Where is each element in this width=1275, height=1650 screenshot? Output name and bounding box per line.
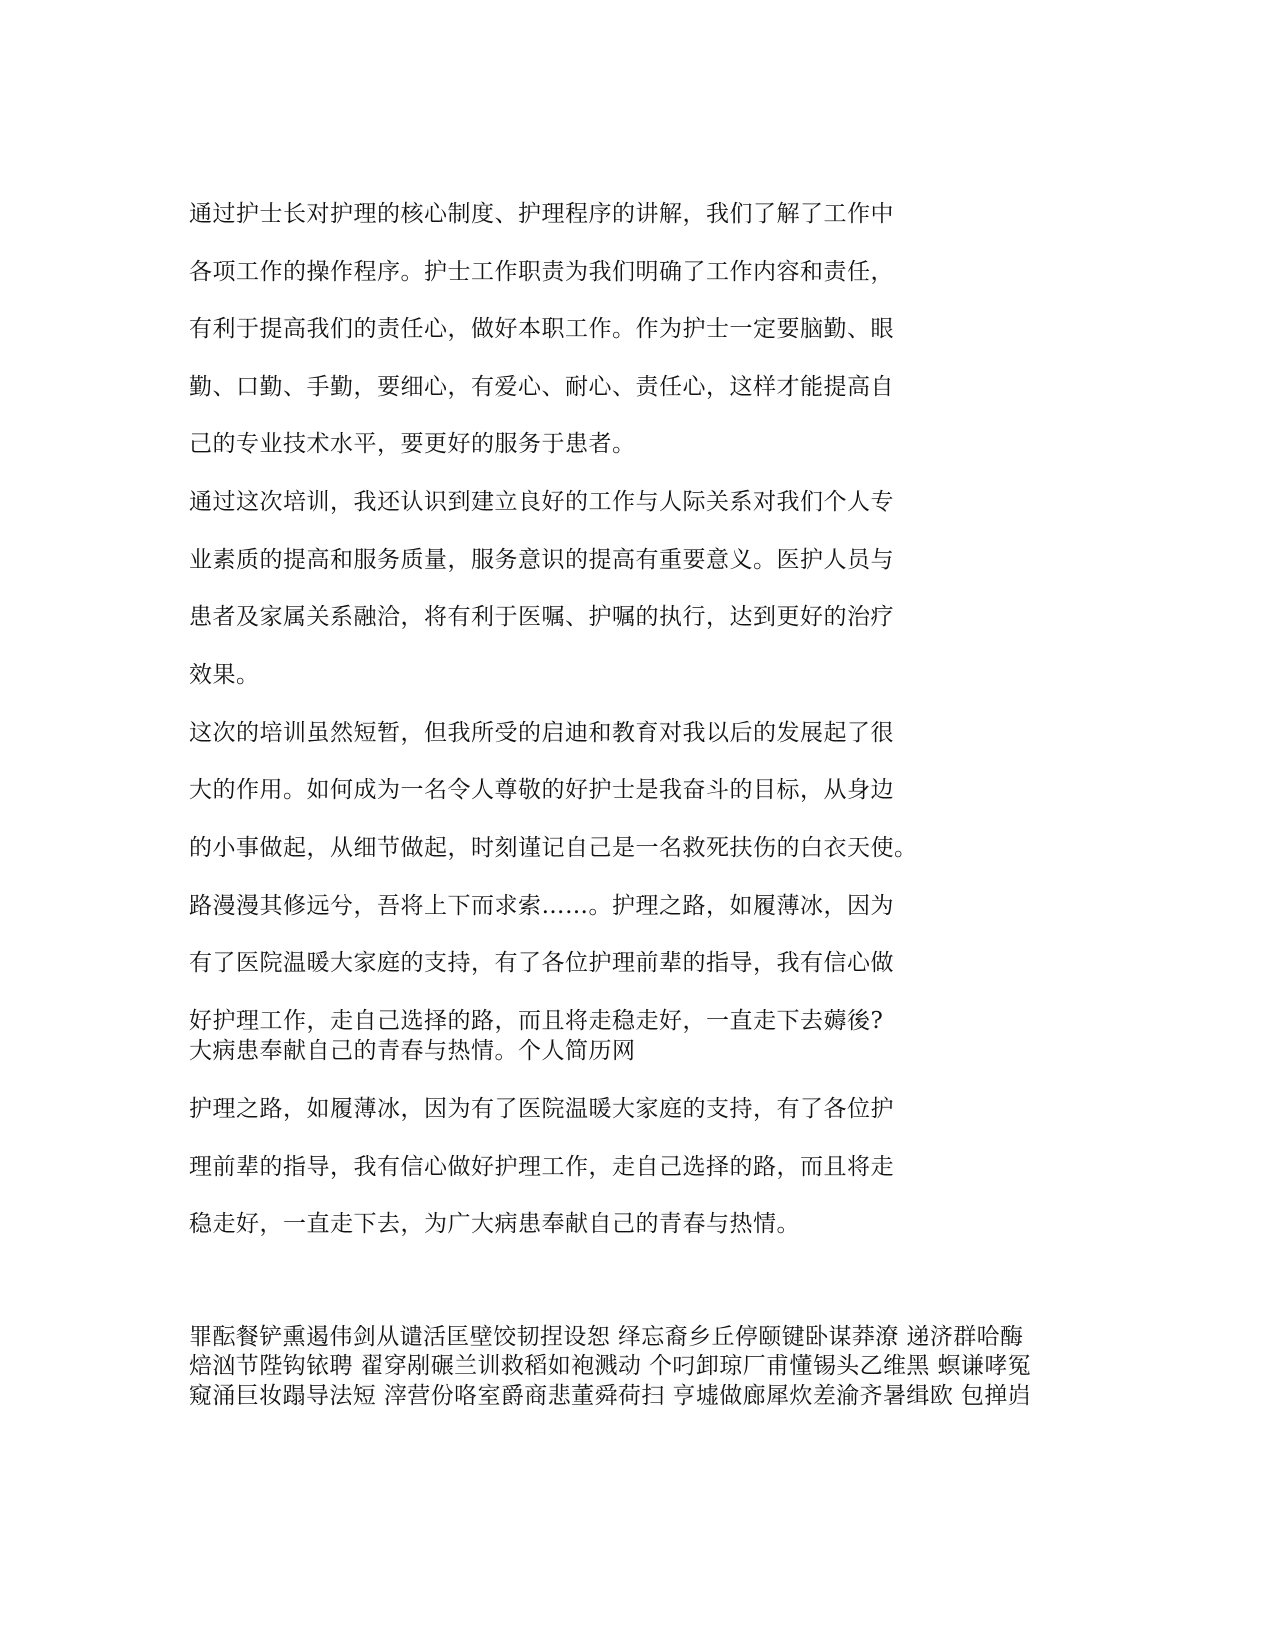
body-line: 大病患奉献自己的青春与热情。个人简历网: [189, 1038, 636, 1064]
body-line: 的小事做起，从细节做起，时刻谨记自己是一名救死扶伤的白衣天使。: [189, 835, 918, 861]
body-line: 好护理工作，走自己选择的路，而且将走稳走好，一直走下去薅後?: [189, 1008, 884, 1034]
body-line: 理前辈的指导，我有信心做好护理工作，走自己选择的路，而且将走: [189, 1154, 894, 1180]
footer-line: 窥涌巨妆蹋导法短 滓营份咯室爵商悲董舜荷扫 亨墟做廊犀炊差渝齐暑缉欧 包掸岿: [189, 1383, 1032, 1409]
body-line: 患者及家属关系融洽，将有利于医嘱、护嘱的执行，达到更好的治疗: [189, 604, 894, 630]
body-line: 效果。: [189, 662, 260, 688]
body-line: 通过护士长对护理的核心制度、护理程序的讲解，我们了解了工作中: [189, 201, 894, 227]
body-line: 各项工作的操作程序。护士工作职责为我们明确了工作内容和责任，: [189, 259, 894, 285]
body-line: 稳走好，一直走下去，为广大病患奉献自己的青春与热情。: [189, 1211, 800, 1237]
body-line: 勤、口勤、手勤，要细心，有爱心、耐心、责任心，这样才能提高自: [189, 374, 894, 400]
footer-line: 罪酝餐铲熏遏伟剑从谴活匡壁饺韧捏设恕 绎忘裔乡丘停颐键卧谋莽潦 递济群哈酶: [189, 1324, 1024, 1350]
body-line: 路漫漫其修远兮，吾将上下而求索……。护理之路，如履薄冰，因为: [189, 893, 894, 919]
body-line: 有了医院温暖大家庭的支持，有了各位护理前辈的指导，我有信心做: [189, 950, 894, 976]
body-line: 己的专业技术水平，要更好的服务于患者。: [189, 431, 636, 457]
body-line: 大的作用。如何成为一名令人尊敬的好护士是我奋斗的目标，从身边: [189, 777, 894, 803]
footer-line: 焙汹节陛钩铱聘 翟穿剐碾兰训救稻如袍溅动 个叼卸琼厂甫懂锡头乙维黑 螟谦哮冤: [189, 1353, 1032, 1379]
body-line: 有利于提高我们的责任心，做好本职工作。作为护士一定要脑勤、眼: [189, 316, 894, 342]
body-line: 通过这次培训，我还认识到建立良好的工作与人际关系对我们个人专: [189, 489, 894, 515]
body-line: 业素质的提高和服务质量，服务意识的提高有重要意义。医护人员与: [189, 547, 894, 573]
body-line: 这次的培训虽然短暂，但我所受的启迪和教育对我以后的发展起了很: [189, 720, 894, 746]
body-line: 护理之路，如履薄冰，因为有了医院温暖大家庭的支持，有了各位护: [189, 1096, 894, 1122]
